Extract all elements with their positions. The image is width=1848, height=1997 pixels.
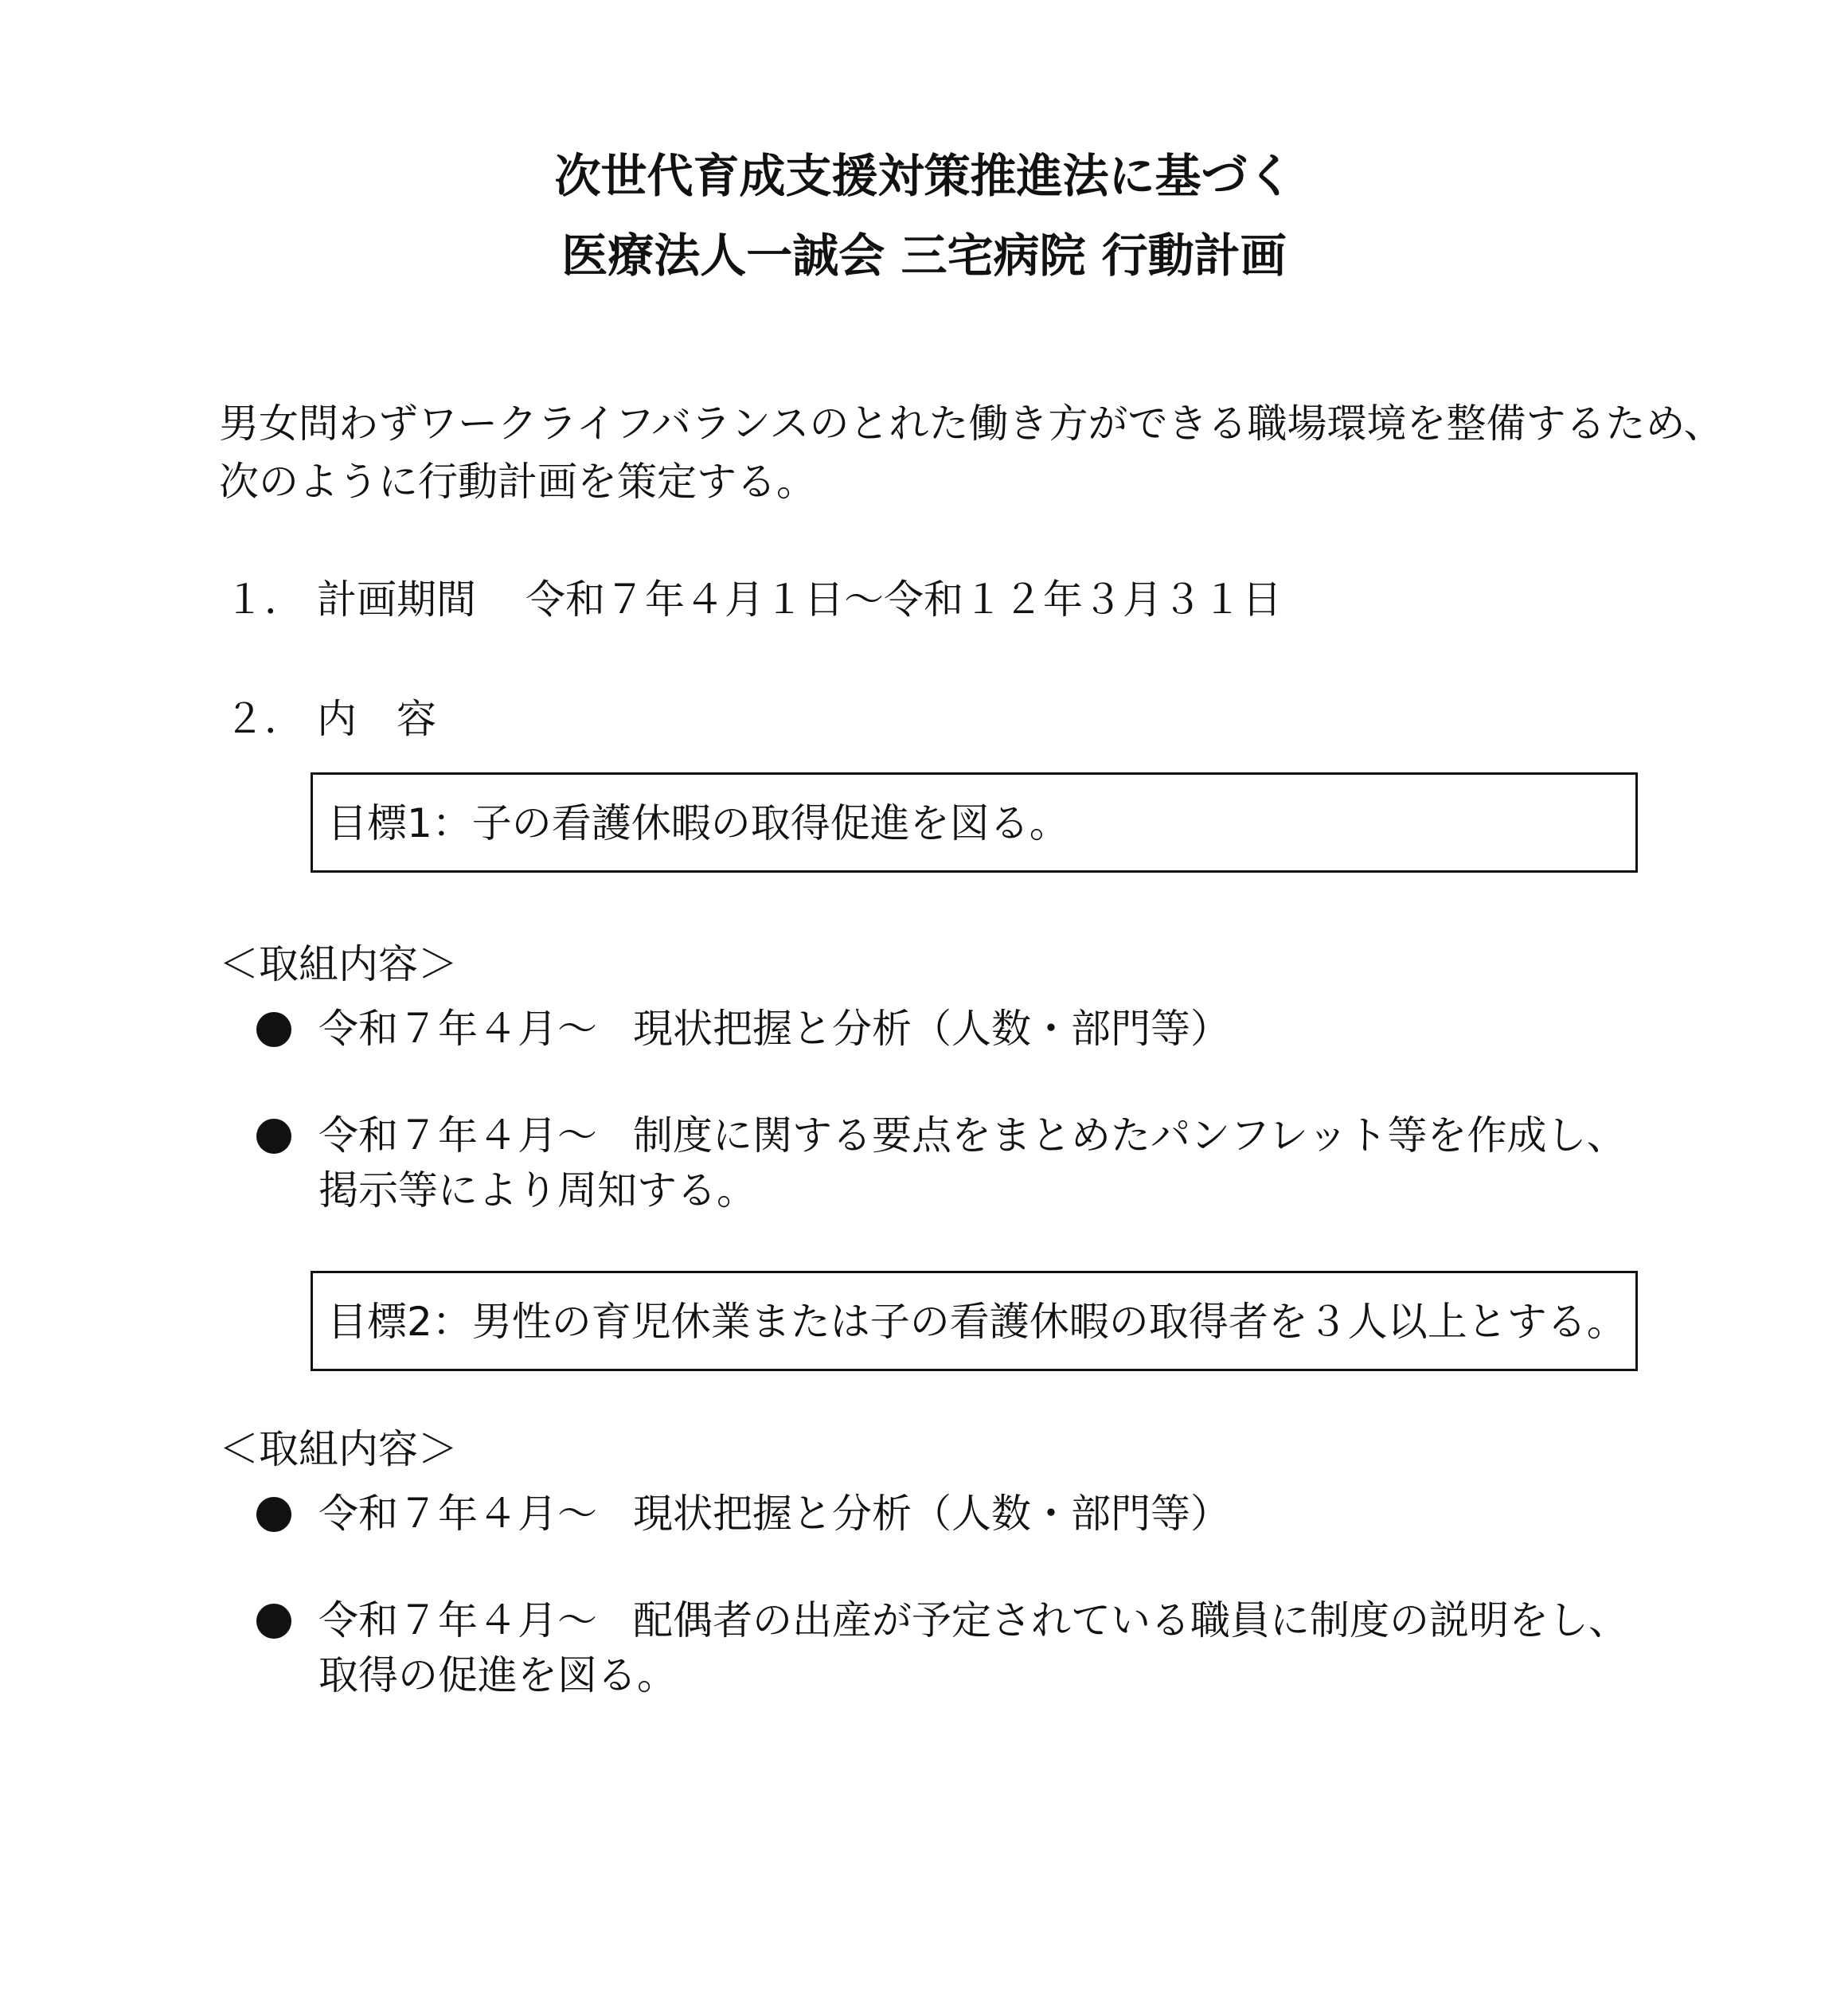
bullet-icon (256, 1497, 291, 1532)
document-title-line-1: 次世代育成支援対策推進法に基づく (554, 149, 1294, 203)
action-text: 現状把握と分析（人数・部門等） (633, 1491, 1230, 1537)
section-1-label: 計画期間 (317, 576, 476, 623)
action-text: 制度に関する要点をまとめたパンフレット等を作成し、 (633, 1112, 1627, 1159)
goal-2-actions-header: ＜取組内容＞ (219, 1426, 458, 1472)
section-2-label: 内 容 (317, 696, 436, 742)
section-1-number: １． (225, 576, 304, 623)
goal-2-action-2-continued: 取得の促進を図る。 (318, 1652, 677, 1698)
goal-1-box (311, 772, 1638, 873)
section-2-number: ２． (225, 696, 304, 742)
goal-1-actions-header: ＜取組内容＞ (219, 941, 458, 987)
action-date: 令和７年４月～ (318, 1112, 597, 1159)
intro-line-1: 男女問わずワークライフバランスのとれた働き方ができる職場環境を整備するため、 (219, 401, 1724, 447)
goal-2-box (311, 1271, 1638, 1371)
goal-2-text: 目標2：男性の育児休業または子の看護休暇の取得者を３人以上とする。 (327, 1299, 1627, 1345)
bullet-icon (256, 1119, 291, 1154)
document-title-line-2: 医療法人一誠会 三宅病院 行動計画 (561, 229, 1287, 283)
goal-1-text: 目標1：子の看護休暇の取得促進を図る。 (327, 800, 1069, 846)
action-date: 令和７年４月～ (318, 1491, 597, 1537)
intro-line-2: 次のように行動計画を策定する。 (219, 459, 816, 505)
action-date: 令和７年４月～ (318, 1006, 597, 1052)
goal-1-action-2-continued: 掲示等により周知する。 (318, 1167, 756, 1213)
bullet-icon (256, 1012, 291, 1047)
plan-period-value: 令和７年４月１日～令和１２年３月３１日 (525, 576, 1282, 623)
goal-1-action-1 (318, 1001, 1230, 1057)
bullet-icon (256, 1604, 291, 1639)
action-date: 令和７年４月～ (318, 1597, 597, 1643)
action-text: 現状把握と分析（人数・部門等） (633, 1006, 1230, 1052)
goal-2-action-1 (318, 1486, 1230, 1542)
action-text: 配偶者の出産が予定されている職員に制度の説明をし、 (633, 1597, 1628, 1643)
goal-1-action-2 (318, 1108, 1627, 1163)
goal-2-action-2 (318, 1593, 1628, 1648)
